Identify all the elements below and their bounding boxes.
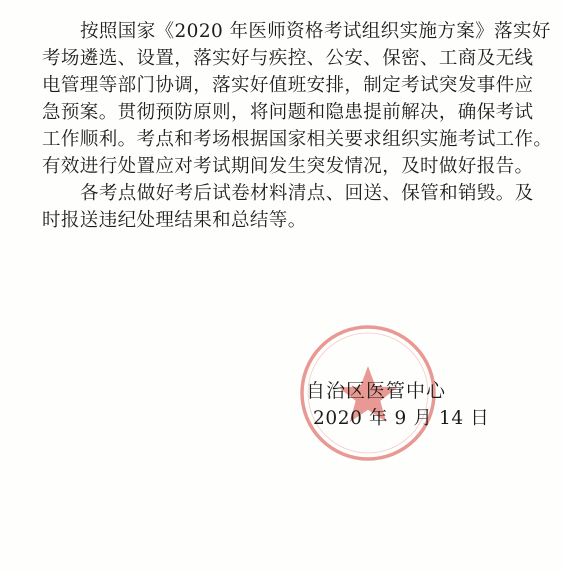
paragraph-1-line-2: 考场遴选、设置，落实好与疾控、公安、保密、工商及无线: [42, 48, 534, 69]
paragraph-1-line-4: 急预案。贯彻预防原则，将问题和隐患提前解决，确保考试: [42, 102, 534, 123]
document-body: [42, 18, 553, 234]
paragraph-1-line-5: 工作顺利。考点和考场根据国家相关要求组织实施考试工作。: [42, 129, 553, 150]
paragraph-1-line-1: 按照国家《2020 年医师资格考试组织实施方案》落实好: [80, 21, 551, 42]
signature-organization: 自治区医管中心: [306, 380, 447, 402]
paragraph-1-line-3: 电管理等部门协调，落实好值班安排，制定考试突发事件应: [42, 75, 534, 96]
paragraph-2-line-1: 各考点做好考后试卷材料清点、回送、保管和销毁。及: [80, 183, 534, 204]
paragraph-1-line-6: 有效进行处置应对考试期间发生突发情况，及时做好报告。: [42, 156, 534, 177]
paragraph-2-line-2: 时报送违纪处理结果和总结等。: [42, 210, 307, 231]
signature-date: 2020 年 9 月 14 日: [313, 408, 490, 429]
